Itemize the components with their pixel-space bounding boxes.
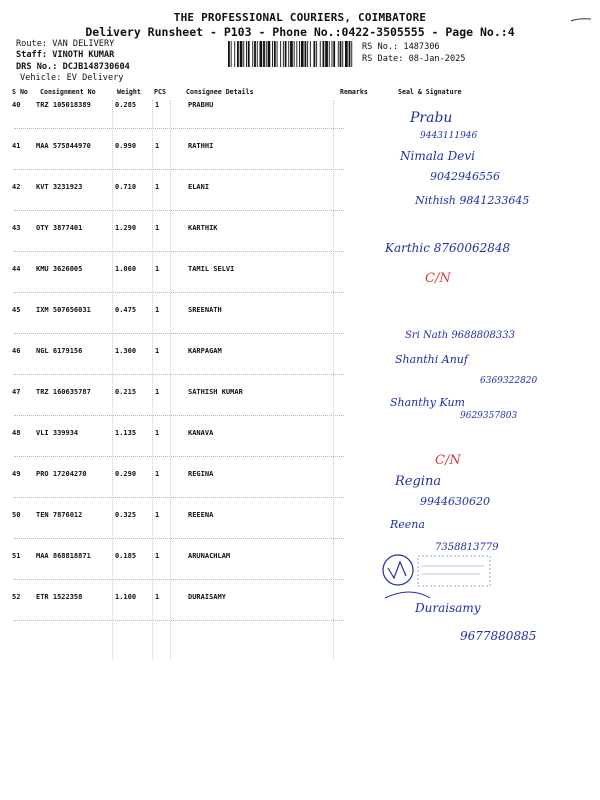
signature-flourish <box>385 592 430 598</box>
handwritten-text: Duraisamy <box>415 601 481 615</box>
barcode-bar <box>277 41 278 67</box>
consignee-name: DURAISAMY <box>188 593 226 601</box>
row-sno: 44 <box>12 265 21 273</box>
barcode-bar <box>280 41 281 67</box>
weight-value: 0.710 <box>115 183 137 191</box>
handwritten-text: Nithish 9841233645 <box>415 194 530 207</box>
barcode-bar <box>290 41 293 67</box>
pcs-value: 1 <box>155 429 160 437</box>
weight-value: 0.185 <box>115 552 137 560</box>
barcode-bar <box>268 41 271 67</box>
pcs-value: 1 <box>155 142 160 150</box>
consignee-name: REEENA <box>188 511 214 519</box>
weight-value: 1.060 <box>115 265 137 273</box>
consignee-name: PRABHU <box>188 101 214 109</box>
handwritten-text: Nimala Devi <box>400 149 476 163</box>
pcs-value: 1 <box>155 306 160 314</box>
barcode-bar <box>252 41 253 67</box>
delivery-stamp <box>383 555 490 586</box>
pcs-value: 1 <box>155 511 160 519</box>
pcs-value: 1 <box>155 224 160 232</box>
route-label: Route: VAN DELIVERY <box>16 39 115 49</box>
pcs-value: 1 <box>155 388 160 396</box>
consignment-number: KVT 3231923 <box>36 183 83 191</box>
handwritten-text: 9443111946 <box>420 131 478 141</box>
divider <box>112 100 113 660</box>
barcode-bar <box>325 41 328 67</box>
col-sno: S No <box>12 88 28 96</box>
consignment-number: MAA 868818871 <box>36 552 91 560</box>
barcode-bar <box>329 41 330 67</box>
staff-label: Staff: VINOTH KUMAR <box>16 50 115 60</box>
barcode-bar <box>248 41 250 67</box>
row-divider <box>14 333 344 334</box>
consignment-number: OTY 3877401 <box>36 224 83 232</box>
pcs-value: 1 <box>155 552 160 560</box>
barcode-bar <box>332 41 333 67</box>
rs-number: RS No.: 1487306 <box>362 42 440 52</box>
row-divider <box>14 579 344 580</box>
row-sno: 40 <box>12 101 21 109</box>
row-divider <box>14 456 344 457</box>
row-sno: 48 <box>12 429 21 437</box>
consignee-name: ELANI <box>188 183 210 191</box>
barcode-bar <box>257 41 258 67</box>
handwritten-text: 9944630620 <box>420 495 490 508</box>
pcs-value: 1 <box>155 183 160 191</box>
row-divider <box>14 497 344 498</box>
row-divider <box>14 169 344 170</box>
col-consignee: Consignee Details <box>186 88 254 96</box>
handwritten-text: Karthic 8760062848 <box>385 241 511 255</box>
weight-value: 1.290 <box>115 224 137 232</box>
weight-value: 1.135 <box>115 429 137 437</box>
barcode-bar <box>240 41 243 67</box>
weight-value: 0.990 <box>115 142 137 150</box>
barcode-bar <box>266 41 267 67</box>
row-sno: 49 <box>12 470 21 478</box>
barcode <box>228 41 353 67</box>
weight-value: 0.475 <box>115 306 137 314</box>
barcode-bar <box>299 41 300 67</box>
row-sno: 46 <box>12 347 21 355</box>
consignment-number: VLI 339934 <box>36 429 79 437</box>
handwritten-text: 9677880885 <box>460 629 537 643</box>
col-consignment: Consignment No <box>40 88 96 96</box>
vehicle-label: Vehicle: EV Delivery <box>20 73 124 83</box>
rs-date: RS Date: 08-Jan-2025 <box>362 54 466 64</box>
barcode-bar <box>307 41 308 67</box>
handwritten-text: 9042946556 <box>430 170 500 183</box>
handwritten-text: C/N <box>435 453 461 468</box>
row-sno: 42 <box>12 183 21 191</box>
row-sno: 52 <box>12 593 21 601</box>
barcode-bar <box>237 41 239 67</box>
barcode-bar <box>349 41 351 67</box>
barcode-bar <box>351 41 352 67</box>
barcode-bar <box>243 41 244 67</box>
barcode-bar <box>274 41 276 67</box>
handwritten-text: 6369322820 <box>480 376 538 386</box>
barcode-bar <box>340 41 342 67</box>
barcode-bar <box>246 41 247 67</box>
consignee-name: KANAVA <box>188 429 214 437</box>
barcode-bar <box>260 41 263 67</box>
consignee-name: KARPAGAM <box>188 347 222 355</box>
barcode-bar <box>342 41 343 67</box>
row-divider <box>14 620 344 621</box>
barcode-bar <box>301 41 304 67</box>
row-sno: 51 <box>12 552 21 560</box>
barcode-bar <box>333 41 335 67</box>
barcode-bar <box>310 41 311 67</box>
pcs-value: 1 <box>155 265 160 273</box>
row-divider <box>14 128 344 129</box>
barcode-bar <box>263 41 265 67</box>
consignment-number: NGL 6179156 <box>36 347 83 355</box>
barcode-bar <box>288 41 289 67</box>
barcode-bar <box>228 41 230 67</box>
row-divider <box>14 210 344 211</box>
consignee-name: SATHISH KUMAR <box>188 388 243 396</box>
handwritten-text: 9629357803 <box>460 411 518 421</box>
consignment-number: MAA 575844970 <box>36 142 91 150</box>
divider <box>152 100 153 660</box>
consignment-number: TRZ 160635787 <box>36 388 91 396</box>
handwritten-text: Shanthy Kum <box>390 396 465 409</box>
barcode-bar <box>296 41 297 67</box>
divider <box>170 100 171 660</box>
signature-column <box>370 100 595 660</box>
barcode-bar <box>323 41 325 67</box>
row-divider <box>14 374 344 375</box>
handwritten-text: 7358813779 <box>435 542 499 553</box>
row-sno: 50 <box>12 511 21 519</box>
row-sno: 43 <box>12 224 21 232</box>
handwritten-text: Prabu <box>410 110 453 126</box>
consignee-name: KARTHIK <box>188 224 218 232</box>
row-sno: 47 <box>12 388 21 396</box>
row-sno: 41 <box>12 142 21 150</box>
pcs-value: 1 <box>155 347 160 355</box>
company-title: THE PROFESSIONAL COURIERS, COIMBATORE <box>173 11 427 24</box>
consignee-name: RATHHI <box>188 142 214 150</box>
corner-scribble <box>570 17 592 23</box>
col-seal-signature: Seal & Signature <box>398 88 462 96</box>
handwritten-text: Shanthi Anuf <box>395 353 468 366</box>
handwritten-text: C/N <box>425 271 451 286</box>
barcode-bar <box>338 41 339 67</box>
barcode-bar <box>272 41 273 67</box>
row-divider <box>14 538 344 539</box>
barcode-bar <box>314 41 316 67</box>
barcode-bar <box>285 41 287 67</box>
barcode-bar <box>254 41 256 67</box>
barcode-bar <box>316 41 317 67</box>
weight-value: 1.300 <box>115 347 137 355</box>
consignee-name: REGINA <box>188 470 214 478</box>
barcode-bar <box>234 41 235 67</box>
handwritten-text: Sri Nath 9688808333 <box>405 330 515 341</box>
col-weight: Weight <box>117 88 141 96</box>
consignment-number: KMU 3626005 <box>36 265 83 273</box>
consignment-number: PRO 17204270 <box>36 470 87 478</box>
weight-value: 0.215 <box>115 388 137 396</box>
weight-value: 0.325 <box>115 511 137 519</box>
consignment-number: TEN 7876012 <box>36 511 83 519</box>
runsheet-subtitle: Delivery Runsheet - P103 - Phone No.:0422-3505555 - Page No.:4 <box>85 25 515 39</box>
row-divider <box>14 251 344 252</box>
consignment-number: TRZ 105018389 <box>36 101 91 109</box>
weight-value: 0.290 <box>115 470 137 478</box>
consignee-name: ARUNACHLAM <box>188 552 231 560</box>
row-divider <box>14 292 344 293</box>
consignee-name: SREENATH <box>188 306 222 314</box>
pcs-value: 1 <box>155 101 160 109</box>
consignee-name: TAMIL SELVI <box>188 265 235 273</box>
pcs-value: 1 <box>155 593 160 601</box>
weight-value: 0.285 <box>115 101 137 109</box>
pcs-value: 1 <box>155 470 160 478</box>
col-remarks: Remarks <box>340 88 368 96</box>
barcode-bar <box>345 41 348 67</box>
consignment-number: IXM 507656031 <box>36 306 91 314</box>
consignment-number: ETR 1522358 <box>36 593 83 601</box>
weight-value: 1.100 <box>115 593 137 601</box>
row-divider <box>14 415 344 416</box>
handwritten-text: Regina <box>395 474 442 489</box>
barcode-bar <box>320 41 321 67</box>
row-sno: 45 <box>12 306 21 314</box>
handwritten-text: Reena <box>390 518 425 531</box>
divider <box>333 100 334 660</box>
drs-number: DRS No.: DCJB148730604 <box>16 62 130 72</box>
barcode-bar <box>294 41 295 67</box>
barcode-bar <box>283 41 284 67</box>
barcode-bar <box>305 41 307 67</box>
barcode-bar <box>231 41 232 67</box>
col-pcs: PCS <box>154 88 166 96</box>
